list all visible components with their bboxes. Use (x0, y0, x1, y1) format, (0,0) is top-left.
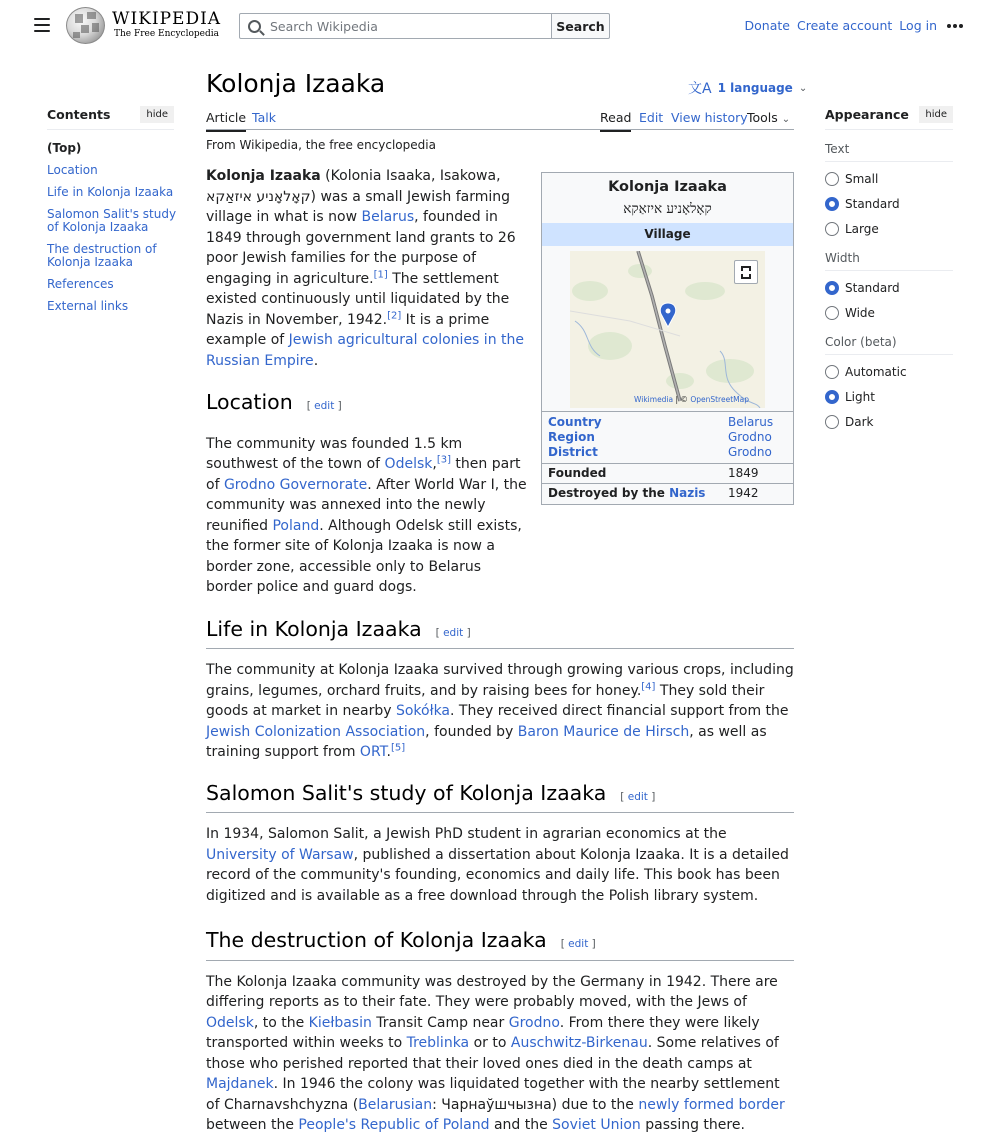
wikimedia-maps-link[interactable]: Wikimedia (634, 395, 674, 404)
appearance-panel (825, 106, 953, 430)
color-label: Color (beta) (825, 335, 953, 355)
toc-item-references[interactable]: References (47, 277, 114, 291)
edit-destruction-link[interactable]: edit (568, 938, 589, 950)
login-link[interactable]: Log in (899, 18, 937, 33)
page-title: Kolonja Izaaka (206, 69, 386, 98)
ref-1[interactable]: [1] (373, 268, 388, 280)
article-body (206, 166, 794, 1136)
table-of-contents (47, 106, 177, 322)
toc-item-life[interactable]: Life in Kolonja Izaaka (47, 185, 174, 199)
toc-item-external-links[interactable]: External links (47, 299, 129, 313)
infobox-native-name: קאָלאָניע איזאַקא (623, 201, 712, 217)
toc-item-top[interactable]: (Top) (47, 141, 82, 155)
create-account-link[interactable]: Create account (796, 18, 893, 33)
infobox-row-district: District Grodno (548, 445, 772, 459)
search-box[interactable] (239, 13, 552, 39)
radio-icon[interactable] (825, 415, 839, 429)
toc-title: Contents (47, 107, 111, 122)
color-light-option[interactable]: Light (825, 389, 953, 405)
tab-edit[interactable]: Edit (639, 110, 664, 125)
soviet-union-link[interactable]: Soviet Union (552, 1117, 641, 1133)
chevron-down-icon: ⌄ (798, 82, 808, 94)
edit-location-link[interactable]: edit (314, 400, 335, 412)
appearance-hide-button[interactable]: hide (919, 106, 953, 123)
ref-2[interactable]: [2] (387, 309, 402, 321)
university-of-warsaw-link[interactable]: University of Warsaw (206, 846, 354, 863)
belarusian-language-link[interactable]: Belarusian (358, 1096, 433, 1113)
ellipsis-icon[interactable] (947, 24, 963, 28)
belarus-link[interactable]: Belarus (361, 209, 415, 225)
peoples-republic-of-poland-link[interactable]: People's Republic of Poland (298, 1117, 490, 1133)
nazis-link[interactable]: Nazis (669, 486, 706, 500)
treblinka-link[interactable]: Treblinka (406, 1035, 470, 1051)
radio-icon[interactable] (825, 172, 839, 186)
heading-destruction: The destruction of Kolonja Izaaka [ edit ] (206, 930, 794, 961)
destruction-paragraph: The Kolonja Izaaka community was destroyed by the Germany in 1942. There are differing reports as to their fate. They were probably moved, with the Jews of Odelsk, to the Kiełbasin Transit Camp near Grodno. From there they were likely transported within weeks to Treblinka or to Auschwitz-Birkenau. Some relatives of those who perished reported that their loved ones died in the death camps at Majdanek. In 1946 the colony was liquidated together with the nearby settlement of Charnavshchyzna (Belarusian: Чарнаўшчызна) due to the newly formed border between the People's Republic of Poland and the Soviet Union passing there. (206, 973, 785, 1133)
text-size-large-option[interactable]: Large (825, 221, 953, 237)
tab-view-history[interactable]: View history (671, 110, 748, 125)
majdanek-link[interactable]: Majdanek (206, 1076, 274, 1092)
edit-life-link[interactable]: edit (443, 626, 464, 639)
radio-icon[interactable] (825, 222, 839, 236)
life-paragraph: The community at Kolonja Izaaka survived through growing various crops, including grains, legumes, orchard fruits, and by raising bees for honey.[4] They sold their goods at market in nearby Sokółka. They received direct financial support from the Jewish Colonization Association, founded by Baron Maurice de Hirsch, as well as training support from ORT.[5] (206, 662, 794, 760)
radio-selected-icon[interactable] (825, 281, 839, 295)
hirsch-link[interactable]: Baron Maurice de Hirsch (517, 723, 690, 740)
heading-life: Life in Kolonja Izaaka [ edit ] (206, 619, 794, 650)
ref-4[interactable]: [4] (641, 680, 656, 692)
chevron-down-icon: ⌄ (781, 114, 791, 125)
toc-hide-button[interactable]: hide (140, 106, 174, 123)
ref-5[interactable]: [5] (391, 742, 406, 754)
tab-talk[interactable]: Talk (252, 110, 276, 125)
toc-item-location[interactable]: Location (47, 163, 98, 177)
wikipedia-wordmark[interactable]: WIKIPEDIA (112, 9, 222, 29)
radio-icon[interactable] (825, 365, 839, 379)
tab-tools[interactable]: Tools ⌄ (747, 110, 791, 125)
edit-salit-link[interactable]: edit (627, 790, 648, 803)
search-input[interactable] (268, 18, 538, 35)
search-button[interactable]: Search (551, 13, 610, 39)
search-icon (248, 20, 261, 33)
toc-item-destruction[interactable]: The destruction of Kolonja Izaaka (47, 242, 157, 269)
grodno-governorate-link[interactable]: Grodno Governorate (223, 476, 368, 493)
odelsk-link[interactable]: Odelsk (206, 1014, 254, 1031)
intro-paragraph: Kolonja Izaaka (Kolonia Isaaka, Isakowa, קאָלאָניע איזאַקא) was a small Jewish farming village in what is now Belarus, founded in 1849 through government land grants to 26 poor Jewish families for the purpose of engaging in agriculture.[1] The settlement existed continuously until liquidated by the Nazis in November, 1942.[2] It is a prime example of Jewish agricultural colonies in the Russian Empire. (206, 168, 524, 369)
width-standard-option[interactable]: Standard (825, 280, 953, 296)
radio-selected-icon[interactable] (825, 197, 839, 211)
kielbasin-link[interactable]: Kiełbasin (308, 1014, 372, 1031)
language-button[interactable]: 文A 1 language ⌄ (688, 78, 807, 98)
color-automatic-option[interactable]: Automatic (825, 364, 953, 380)
wikipedia-tagline: The Free Encyclopedia (114, 29, 219, 39)
location-paragraph: The community was founded 1.5 km southwest of the town of Odelsk,[3] then part of Grodno Governorate. After World War I, the community was annexed into the newly reunified Poland. Although Odelsk still exists, the former site of Kolonja Izaaka is now a border zone, accessible only to Belarus border police and guard dogs. (206, 435, 527, 595)
color-dark-option[interactable]: Dark (825, 414, 953, 430)
salit-paragraph: In 1934, Salomon Salit, a Jewish PhD student in agrarian economics at the University of Warsaw, published a dissertation about Kolonja Izaaka. It is a detailed record of the community's founding, economics and daily life. This book has been digitized and is available as a free download through the Polish library system. (206, 826, 789, 904)
infobox-title: Kolonja Izaaka (608, 179, 727, 195)
infobox-type: Village (542, 223, 793, 246)
radio-icon[interactable] (825, 306, 839, 320)
site-subtitle: From Wikipedia, the free encyclopedia (206, 138, 436, 152)
sokolka-link[interactable]: Sokółka (395, 703, 451, 719)
tab-read[interactable]: Read (600, 110, 631, 132)
jewish-agricultural-colonies-link[interactable]: Jewish agricultural colonies in the Russian Empire (206, 332, 524, 369)
heading-salit-study: Salomon Salit's study of Kolonja Izaaka [ edit ] (206, 783, 794, 814)
infobox-row-founded: Founded 1849 (548, 466, 759, 480)
radio-selected-icon[interactable] (825, 390, 839, 404)
infobox-row-region: Region Grodno (548, 430, 772, 444)
infobox-row-country: Country Belarus (548, 415, 774, 429)
width-wide-option[interactable]: Wide (825, 305, 953, 321)
toc-item-salit-study[interactable]: Salomon Salit's study of Kolonja Izaaka (47, 207, 177, 234)
text-size-small-option[interactable]: Small (825, 171, 953, 187)
wikipedia-globe-logo[interactable] (66, 7, 105, 44)
text-size-standard-option[interactable]: Standard (825, 196, 953, 212)
width-label: Width (825, 251, 953, 271)
infobox-row-destroyed: Destroyed by the Nazis 1942 (548, 486, 759, 500)
jca-link[interactable]: Jewish Colonization Association (206, 723, 426, 740)
hamburger-menu-icon[interactable] (34, 18, 50, 32)
page-tabs (206, 102, 794, 130)
ort-link[interactable]: ORT (359, 744, 387, 760)
language-icon: 文A (688, 81, 712, 97)
poland-link[interactable]: Poland (272, 517, 320, 534)
map-attribution: Wikimedia | © OpenStreetMap (634, 395, 749, 404)
newly-formed-border-link[interactable]: newly formed border (638, 1096, 785, 1113)
grodno-link[interactable]: Grodno (508, 1014, 560, 1031)
ref-3[interactable]: [3] (436, 454, 451, 466)
auschwitz-link[interactable]: Auschwitz-Birkenau (510, 1035, 648, 1051)
appearance-title: Appearance (825, 107, 909, 122)
donate-link[interactable]: Donate (744, 18, 790, 33)
odelsk-link[interactable]: Odelsk (384, 456, 433, 472)
openstreetmap-link[interactable]: OpenStreetMap (690, 395, 749, 404)
heading-location: Location [ edit ] (206, 390, 342, 414)
personal-tools (745, 18, 937, 33)
tab-article[interactable]: Article (206, 110, 246, 132)
text-size-label: Text (825, 142, 953, 162)
